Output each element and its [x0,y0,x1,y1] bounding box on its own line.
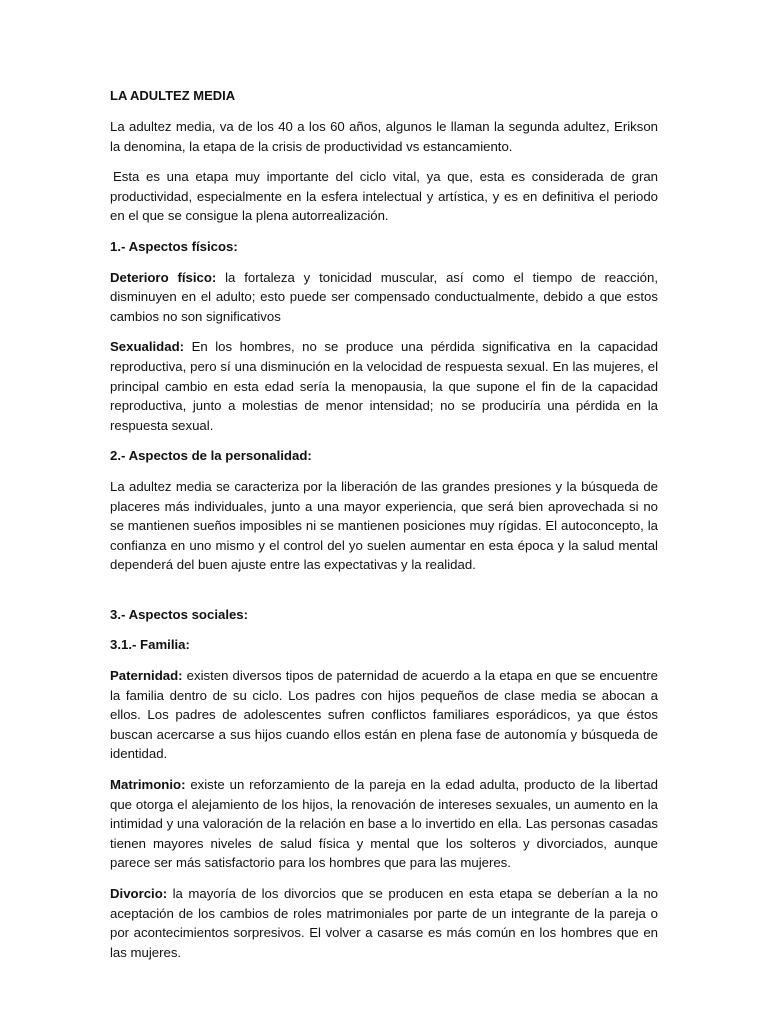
section-heading-personality: 2.- Aspectos de la personalidad: [110,448,312,464]
document-title: LA ADULTEZ MEDIA [110,88,236,103]
term-paternidad: Paternidad: [110,668,183,684]
term-deterioro: Deterioro físico: [110,269,217,285]
term-matrimonio: Matrimonio: [110,777,186,793]
paragraph-matrimonio [110,775,658,873]
section-heading-physical: 1.- Aspectos físicos: [110,238,238,254]
text-sexualidad: En los hombres, no se produce una pérdida significativa en la capacidad reproductiva, pero sí una disminución en la velocidad de respuesta sexual. En las mujeres, el principal cambio en esta edad sería la menopausia, la que supone el fin de la capacidad reproductiva, junto a molestias de menor intensidad; no se produciría una pérdida en la respuesta sexual. [110,339,658,433]
intro-paragraph-1: La adultez media, va de los 40 a los 60 años, algunos le llaman la segunda adultez, Erikson la denomina, la etapa de la crisis de productividad vs estancamiento. [110,119,658,154]
section-heading-social: 3.- Aspectos sociales: [110,606,249,622]
paragraph-personality: La adultez media se caracteriza por la liberación de las grandes presiones y la búsqueda de placeres más individuales, junto a una mayor experiencia, que será bien aprovechada si no se mantienen sueños imposibles ni se mantienen posiciones muy rígidas. El autoconcepto, la confianza en uno mismo y el control del yo suelen aumentar en esta época y la salud mental dependerá del buen ajuste entre las expectativas y la realidad. [110,478,658,573]
text-divorcio: la mayoría de los divorcios que se producen en esta etapa se deberían a la no aceptación de los cambios de roles matrimoniales por parte de un integrante de la pareja o por acontecimientos sorpresivos. El volver a casarse es más común en los hombres que en las mujeres. [110,886,658,960]
paragraph-sexualidad [110,337,658,435]
subsection-heading-family: 3.1.- Familia: [110,637,190,653]
paragraph-divorcio [110,884,658,962]
text-matrimonio: existe un reforzamiento de la pareja en la edad adulta, producto de la libertad que otorga el alejamiento de los hijos, la renovación de intereses sexuales, un aumento en la intimidad y una valoración de la relación en base a lo invertido en ella. Las personas casadas tienen mayores niveles de salud física y mental que los solteros y divorciados, aunque parece ser más satisfactorio para los hombres que para las mujeres. [110,777,658,871]
paragraph-paternidad [110,666,658,764]
intro-paragraph-2: Esta es una etapa muy importante del ciclo vital, ya que, esta es considerada de gran productividad, especialmente en la esfera intelectual y artística, y es en definitiva el periodo en el que se consigue la plena autorrealización. [110,169,658,224]
text-deterioro: la fortaleza y tonicidad muscular, así como el tiempo de reacción, disminuyen en el adulto; esto puede ser compensado conductualmente, debido a que estos cambios no son significativos [110,269,658,324]
text-paternidad: existen diversos tipos de paternidad de acuerdo a la etapa en que se encuentre la familia dentro de su ciclo. Los padres con hijos pequeños de clase media se abocan a ellos. Los padres de adolescentes sufren conflictos familiares esporádicos, ya que éstos buscan acercarse a sus hijos cuando ellos están en plena fase de autonomía y búsqueda de identidad. [110,668,658,762]
paragraph-deterioro [110,268,658,327]
term-sexualidad: Sexualidad: [110,339,185,355]
term-divorcio: Divorcio: [110,886,168,901]
